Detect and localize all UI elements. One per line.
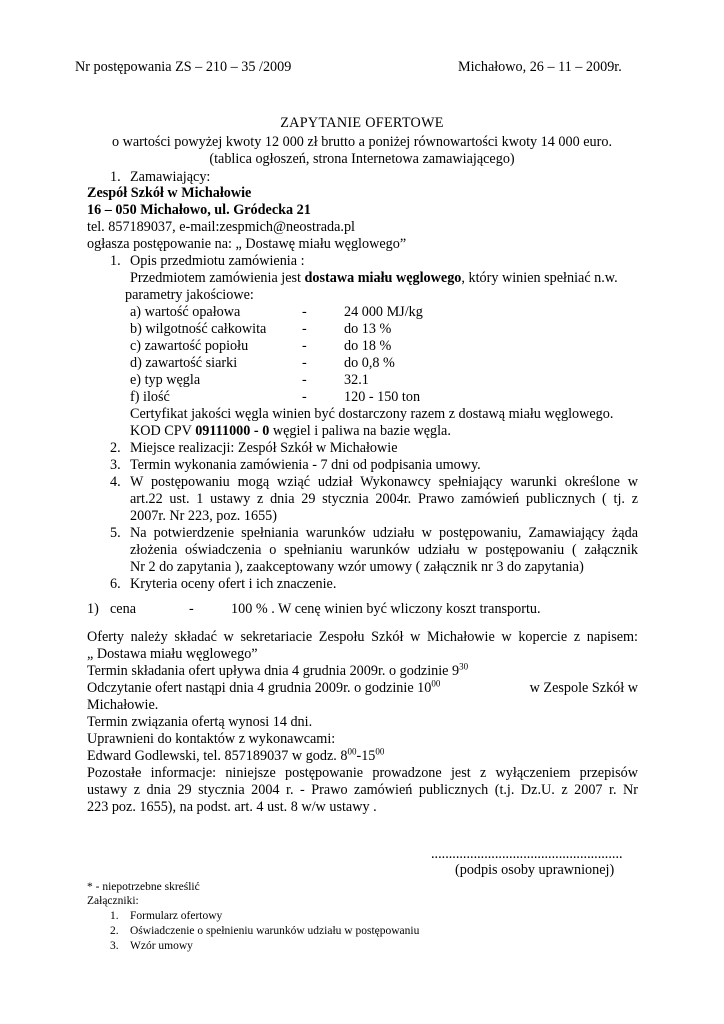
item-eligibility-line1: W postępowaniu mogą wziąć udział Wykonawcy spełniający warunki określone w xyxy=(130,474,638,490)
reference-number: Nr postępowania ZS – 210 – 35 /2009 xyxy=(75,59,292,75)
certificate-note: Certyfikat jakości węgla winien być dostarczony razem z dostawą miału węglowego. xyxy=(130,406,614,422)
item-number: 1. xyxy=(110,253,121,269)
hours-from-minutes: 00 xyxy=(347,746,357,757)
contact-person-text: Edward Godlewski, tel. 857189037 w godz. 8 xyxy=(87,748,348,764)
description-intro xyxy=(130,270,618,287)
criteria-label: cena xyxy=(110,601,136,617)
document-title: ZAPYTANIE OFERTOWE xyxy=(280,115,444,131)
item-eligibility-line3: 2007r. Nr 223, poz. 1655) xyxy=(130,508,277,524)
param-dash: - xyxy=(302,321,307,337)
offers-submission-line2: „ Dostawa miału węglowego” xyxy=(87,646,258,662)
param-value: 24 000 MJ/kg xyxy=(344,304,423,320)
attachment-number: 3. xyxy=(110,940,119,952)
contracting-name: Zespół Szkół w Michałowie xyxy=(87,185,252,201)
description-label: Opis przedmiotu zamówienia : xyxy=(130,253,305,269)
param-value: do 13 % xyxy=(344,321,392,337)
param-value: 120 - 150 ton xyxy=(344,389,421,405)
param-label: e) typ węgla xyxy=(130,372,201,388)
intro-text-tail: , który winien spełniać n.w. xyxy=(461,270,618,286)
criteria-number: 1) xyxy=(87,601,99,617)
item-declaration-line3: Nr 2 do zapytania ), zaakceptowany wzór umowy ( załącznik nr 3 do zapytania) xyxy=(130,559,584,575)
signature-label: (podpis osoby uprawnionej) xyxy=(455,862,615,878)
submission-deadline xyxy=(87,663,468,680)
opening-line2: Michałowie. xyxy=(87,697,159,713)
param-dash: - xyxy=(302,372,307,388)
hours-separator: -15 xyxy=(356,748,376,764)
cpv-code: 09111000 - 0 xyxy=(195,423,270,439)
contracting-label: Zamawiający: xyxy=(130,169,211,185)
attachments-label: Załączniki: xyxy=(87,895,139,907)
cpv-line xyxy=(130,423,451,440)
attachment-item: Formularz ofertowy xyxy=(130,910,223,922)
binding-period: Termin związania ofertą wynosi 14 dni. xyxy=(87,714,313,730)
opening-text: Odczytanie ofert nastąpi dnia 4 grudnia 2009r. o godzinie 10 xyxy=(87,680,432,696)
cpv-prefix: KOD CPV xyxy=(130,423,196,439)
param-dash: - xyxy=(302,304,307,320)
other-info-line3: 223 poz. 1655), na podst. art. 4 ust. 8 w/w ustawy . xyxy=(87,799,377,815)
criteria-value: 100 % . W cenę winien być wliczony koszt transportu. xyxy=(231,601,541,617)
deadline-minutes: 30 xyxy=(459,661,469,672)
param-label: d) zawartość siarki xyxy=(130,355,238,371)
param-dash: - xyxy=(302,338,307,354)
footnote: * - niepotrzebne skreślić xyxy=(87,881,200,893)
description-intro-line2: parametry jakościowe: xyxy=(125,287,254,303)
contracting-contact: tel. 857189037, e-mail:zespmich@neostrada.pl xyxy=(87,219,355,235)
place-date: Michałowo, 26 – 11 – 2009r. xyxy=(458,59,622,75)
intro-text: Przedmiotem zamówienia jest xyxy=(130,270,305,286)
item-number: 6. xyxy=(110,576,121,592)
subtitle-publication: (tablica ogłoszeń, strona Internetowa zamawiającego) xyxy=(209,151,515,167)
param-label: b) wilgotność całkowita xyxy=(130,321,267,337)
cpv-description: węgiel i paliwa na bazie węgla. xyxy=(269,423,451,439)
param-value: 32.1 xyxy=(344,372,369,388)
deadline-text: Termin składania ofert upływa dnia 4 grudnia 2009r. o godzinie 9 xyxy=(87,663,460,679)
item-number: 3. xyxy=(110,457,121,473)
item-criteria: Kryteria oceny ofert i ich znaczenie. xyxy=(130,576,337,592)
contact-person xyxy=(87,748,384,765)
item-number: 5. xyxy=(110,525,121,541)
param-label: f) ilość xyxy=(130,389,170,405)
item-declaration-line2: złożenia oświadczenia o spełnianiu warunków udziału w postępowaniu ( załącznik xyxy=(130,542,638,558)
attachment-number: 2. xyxy=(110,925,119,937)
offers-submission-line1: Oferty należy składać w sekretariacie Zespołu Szkół w Michałowie w kopercie z napisem: xyxy=(87,629,638,645)
other-info-line2: ustawy z dnia 29 stycznia 2004 r. - Prawo zamówień publicznych (t.j. Dz.U. z 2007 r. Nr xyxy=(87,782,638,798)
subtitle-value-range: o wartości powyżej kwoty 12 000 zł brutto a poniżej równowartości kwoty 14 000 euro. xyxy=(111,134,612,150)
criteria-dash: - xyxy=(189,601,194,617)
opening-minutes: 00 xyxy=(431,678,441,689)
item-number: 4. xyxy=(110,474,121,490)
item-deadline: Termin wykonania zamówienia - 7 dni od podpisania umowy. xyxy=(130,457,481,473)
contracting-address: 16 – 050 Michałowo, ul. Gródecka 21 xyxy=(87,202,311,218)
param-label: a) wartość opałowa xyxy=(130,304,241,320)
item-number: 1. xyxy=(110,169,121,185)
contacts-label: Uprawnieni do kontaktów z wykonawcami: xyxy=(87,731,336,747)
item-declaration-line1: Na potwierdzenie spełniania warunków udziału w postępowaniu, Zamawiający żąda xyxy=(130,525,638,541)
param-dash: - xyxy=(302,355,307,371)
attachment-item: Oświadczenie o spełnieniu warunków udziału w postępowaniu xyxy=(130,925,420,937)
attachment-number: 1. xyxy=(110,910,119,922)
attachment-item: Wzór umowy xyxy=(130,940,193,952)
item-number: 2. xyxy=(110,440,121,456)
param-value: do 0,8 % xyxy=(344,355,395,371)
opening-tail: w Zespole Szkół w xyxy=(529,680,638,696)
hours-to-minutes: 00 xyxy=(375,746,385,757)
param-value: do 18 % xyxy=(344,338,392,354)
param-label: c) zawartość popiołu xyxy=(130,338,249,354)
opening-line1 xyxy=(87,680,638,697)
intro-bold-subject: dostawa miału węglowego xyxy=(304,270,462,286)
param-dash: - xyxy=(302,389,307,405)
signature-line: ...................................................... xyxy=(431,846,623,862)
announcement-line: ogłasza postępowanie na: „ Dostawę miału węglowego” xyxy=(87,236,407,252)
item-eligibility-line2: art.22 ust. 1 ustawy z dnia 29 stycznia 2004r. Prawo zamówień publicznych ( tj. z xyxy=(130,491,638,507)
item-place: Miejsce realizacji: Zespół Szkół w Michałowie xyxy=(130,440,398,456)
other-info-line1: Pozostałe informacje: niniejsze postępowanie prowadzone jest z wyłączeniem przepisów xyxy=(87,765,638,781)
